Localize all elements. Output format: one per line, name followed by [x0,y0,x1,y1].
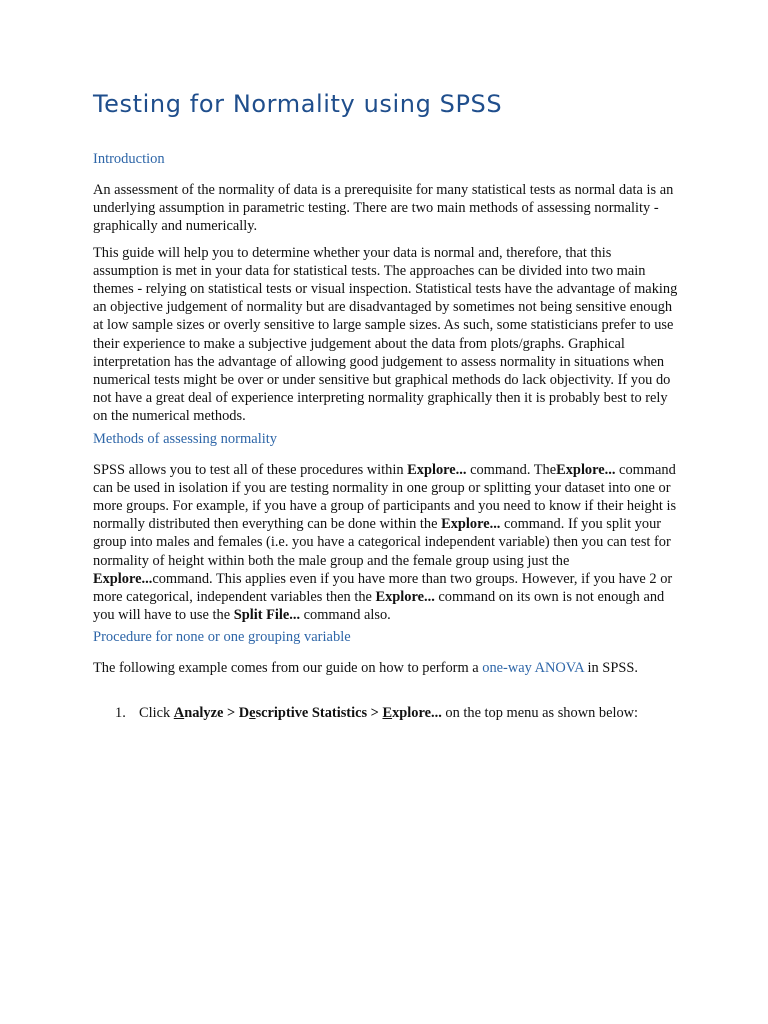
methods-paragraph [93,461,678,625]
bold-command: Explore... [556,461,616,478]
menu-path-analyze: Analyze [173,704,224,721]
heading-procedure: Procedure for none or one grouping variable [93,629,351,646]
page-title: Testing for Normality using SPSS [93,90,503,118]
text-run: command. This applies even if you have more than two groups. However, if you have 2 or more categorical, independent variables then the [93,570,673,606]
heading-introduction: Introduction [93,151,165,167]
bold-command: Split File... [233,607,301,624]
text-run: command. The [466,461,557,478]
text-run: on the top menu as shown below: [441,704,639,721]
text-run: in SPSS. [583,660,638,677]
text-run: Click [139,704,174,721]
bold-command: Explore... [407,461,467,478]
menu-separator: > [367,704,383,721]
bold-command: Explore... [375,589,435,606]
intro-paragraph-1: An assessment of the normality of data is a prerequisite for many statistical tests as normal data is an underlying assumption in parametric testing. There are two main methods of assessing normality - graphically and numerically. [93,182,674,235]
heading-methods: Methods of assessing normality [93,430,278,447]
intro-paragraph-2: This guide will help you to determine whether your data is normal and, therefore, that this assumption is met in your data for statistical tests. The approaches can be divided into two main themes - relying on statistical tests or visual inspection. Statistical tests have the advantage of making an objective judgement of normality but are disadvantaged by sometimes not being sensitive enough at low sample sizes or overly sensitive to large sample sizes. As such, some statisticians prefer to use their experience to make a subjective judgement about the data from plots/graphs. Graphical interpretation has the advantage of allowing good judgement to assess normality in situations when numerical tests might be over or under sensitive but graphical methods do lack objectivity. If you do not have a great deal of experience interpreting normality graphically then it is probably best to rely on the numerical methods. [93,244,678,425]
text-run: SPSS allows you to test all of these procedures within [93,461,408,478]
text-run: command can be used in isolation if you are testing normality in one group or splitting your dataset into one or more groups. For example, if you have a group of participants and you need to know if their height is normally distributed then everything can be done within the [93,461,677,533]
bold-command: Explore... [93,570,153,587]
text-run: The following example comes from our guide on how to perform a [93,660,483,677]
text-run: command on its own is not enough and you will have to use the [93,589,665,624]
text-run: command. If you split your group into males and females (i.e. you have a categorical independent variable) then you can test for normality of height within both the male group and the female group using just the [93,516,671,569]
menu-separator: > [223,704,239,721]
menu-path-explore: Explore... [382,704,442,721]
step-number: 1. [115,704,126,721]
bold-command: Explore... [441,516,501,533]
document-page [93,88,678,722]
text-run: command also. [300,607,391,624]
step-1 [93,704,678,722]
one-way-anova-link[interactable]: one-way ANOVA [482,660,584,677]
menu-path-descriptive-statistics: Descriptive Statistics [238,704,368,721]
procedure-paragraph [93,659,678,677]
steps-list [93,704,678,722]
